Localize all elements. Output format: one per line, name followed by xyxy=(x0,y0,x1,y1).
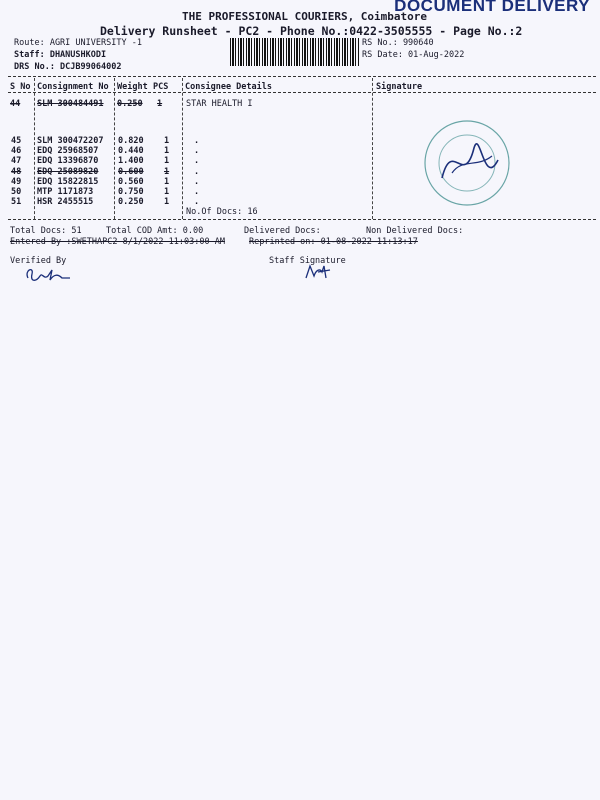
drs-number: DRS No.: DCJB99064002 xyxy=(14,62,122,72)
row-consignee: . xyxy=(194,176,200,187)
route: Route: AGRI UNIVERSITY -1 xyxy=(14,38,142,48)
divider xyxy=(8,219,596,220)
total-docs: Total Docs: 51 xyxy=(10,226,82,236)
row-pcs: 1 xyxy=(164,146,170,157)
row-weight: 0.560 xyxy=(118,176,144,187)
column-divider xyxy=(372,78,373,219)
row-consignee: . xyxy=(194,136,200,146)
verified-by-label: Verified By xyxy=(10,256,67,266)
row-pcs: 1 xyxy=(164,136,170,146)
col-signature: Signature xyxy=(376,82,423,92)
row-weight: 0.750 xyxy=(118,187,144,198)
row-weight: 1.400 xyxy=(118,156,144,167)
row-pcs: 1 xyxy=(164,176,170,187)
company-name: THE PROFESSIONAL COURIERS, Coimbatore xyxy=(182,10,428,23)
row-44-consignment: SLM 300484491 xyxy=(37,99,104,109)
row-consignee: . xyxy=(194,197,200,208)
row-weight: 0.440 xyxy=(118,146,144,157)
row-pcs: 1 xyxy=(164,187,170,198)
row-consignee: . xyxy=(194,166,200,177)
row-pcs: 1 xyxy=(164,197,170,208)
row-consignment: EDQ 15822815 xyxy=(37,176,99,187)
row-consignment: EDQ 25089820 xyxy=(37,166,99,177)
row-weight: 0.250 xyxy=(118,197,144,208)
delivered-docs: Delivered Docs: xyxy=(244,226,321,236)
row-consignee: . xyxy=(194,146,200,157)
row-consignee: . xyxy=(194,156,200,167)
row-sno: 49 xyxy=(11,176,22,187)
divider xyxy=(8,92,596,93)
table-row xyxy=(10,177,254,187)
row-sno: 46 xyxy=(11,146,22,157)
table-row xyxy=(10,167,254,177)
row-consignment: EDQ 25968507 xyxy=(37,146,99,157)
row-sno: 45 xyxy=(11,136,22,146)
reprinted-on: Reprinted on: 01-08-2022 11:13:17 xyxy=(249,237,418,247)
consignment-table xyxy=(10,136,254,207)
row-sno: 50 xyxy=(11,187,22,198)
runsheet-title: Delivery Runsheet - PC2 - Phone No.:0422-3505555 - Page No.:2 xyxy=(100,24,523,38)
row-sno: 47 xyxy=(11,156,22,167)
table-row xyxy=(10,146,254,156)
row-consignment: HSR 2455515 xyxy=(37,197,94,208)
rs-date: RS Date: 01-Aug-2022 xyxy=(362,50,465,60)
document-delivery-stamp: DOCUMENT DELIVERY xyxy=(394,0,590,15)
no-of-docs: No.Of Docs: 16 xyxy=(186,207,258,217)
table-row xyxy=(10,187,254,197)
row-consignment: SLM 300472207 xyxy=(37,136,104,146)
col-sno: S No xyxy=(10,82,31,92)
row-consignment: EDQ 13396870 xyxy=(37,156,99,167)
col-pcs: PCS xyxy=(153,82,169,92)
row-44-consignee: STAR HEALTH I xyxy=(186,99,253,109)
col-consignment: Consignment No xyxy=(37,82,109,92)
row-pcs: 1 xyxy=(164,166,170,177)
staff-signature-icon xyxy=(302,262,332,282)
divider xyxy=(8,76,596,77)
entered-by: Entered By :SWETHAPC2 8/1/2022 11:03:00 AM xyxy=(10,237,225,247)
row-44-weight: 0.250 xyxy=(117,99,143,109)
rs-number: RS No.: 990640 xyxy=(362,38,434,48)
table-row xyxy=(10,197,254,207)
row-sno: 51 xyxy=(11,197,22,208)
delivered-seal-icon xyxy=(422,118,512,208)
barcode xyxy=(230,38,360,66)
staff-signature-label: Staff Signature xyxy=(269,256,346,266)
row-sno: 48 xyxy=(11,166,22,177)
col-weight: Weight xyxy=(117,82,148,92)
row-pcs: 1 xyxy=(164,156,170,167)
col-consignee: Consignee Details xyxy=(185,82,272,92)
row-consignment: MTP 1171873 xyxy=(37,187,94,198)
row-weight: 0.600 xyxy=(118,166,144,177)
total-cod-amount: Total COD Amt: 0.00 xyxy=(106,226,204,236)
non-delivered-docs: Non Delivered Docs: xyxy=(366,226,464,236)
staff: Staff: DHANUSHKODI xyxy=(14,50,107,60)
verifier-signature-icon xyxy=(22,264,74,286)
row-consignee: . xyxy=(194,187,200,198)
table-row xyxy=(10,136,254,146)
row-44-pcs: 1 xyxy=(157,99,163,109)
row-weight: 0.820 xyxy=(118,136,144,146)
row-44-sno: 44 xyxy=(10,99,21,109)
table-row xyxy=(10,156,254,166)
